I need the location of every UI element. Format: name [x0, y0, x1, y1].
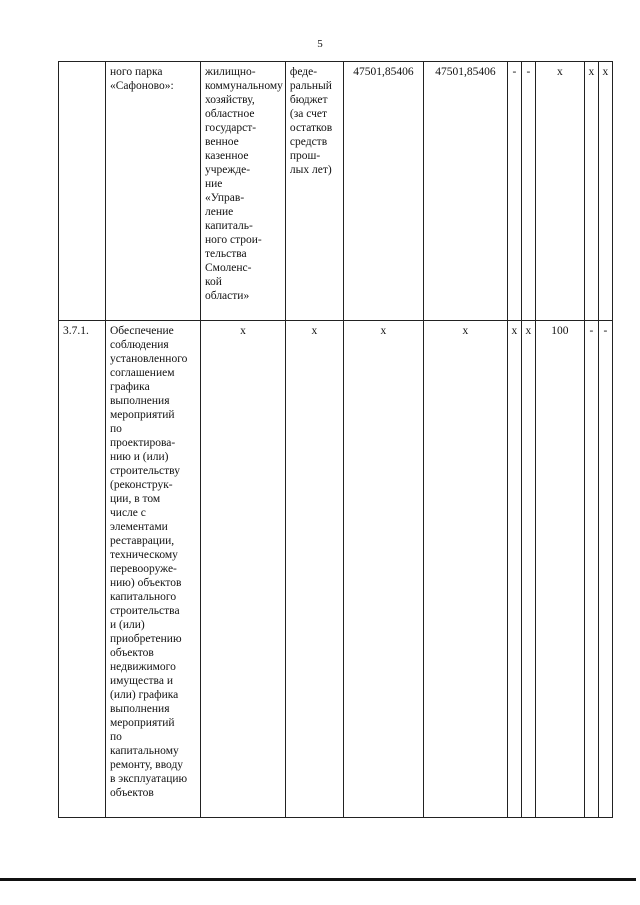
executor: жилищно- коммунальному хозяйству, областное государст- венное казенное учрежде- ние «Управ- ление капиталь- ного строи- тельства Смоленс- кой области»: [201, 62, 286, 321]
indicator-value: 100: [535, 321, 584, 818]
funding-source: x: [285, 321, 343, 818]
indicator-year1: -: [584, 321, 598, 818]
total-amount: x: [343, 321, 423, 818]
table-row: [59, 62, 613, 321]
row-number: [59, 62, 106, 321]
year2-amount: x: [507, 321, 521, 818]
indicator-value: x: [535, 62, 584, 321]
year1-amount: x: [423, 321, 507, 818]
activity-name: Обеспечение соблюдения установленного соглашением графика выполнения мероприятий по проектирова- нию и (или) строительству (реконструк- ции, в том числе с элементами реставрации, техническому перевооруже- нию) объектов капитального строительства и (или) приобретению объектов недвижимого имущества и (или) графика выполнения мероприятий по капитальному ремонту, вводу в эксплуатацию объектов: [106, 321, 201, 818]
funding-source: феде- ральный бюджет (за счет остатков средств прош- лых лет): [285, 62, 343, 321]
indicator-year2: -: [598, 321, 612, 818]
total-amount: 47501,85406: [343, 62, 423, 321]
bottom-divider: [0, 878, 636, 881]
program-table: [58, 61, 613, 818]
table-row: [59, 321, 613, 818]
row-number: 3.7.1.: [59, 321, 106, 818]
indicator-year1: x: [584, 62, 598, 321]
year2-amount: -: [507, 62, 521, 321]
year1-amount: 47501,85406: [423, 62, 507, 321]
activity-name: ного парка «Сафоново»:: [106, 62, 201, 321]
year3-amount: x: [521, 321, 535, 818]
indicator-year2: x: [598, 62, 612, 321]
year3-amount: -: [521, 62, 535, 321]
page-number: 5: [317, 38, 323, 50]
executor: x: [201, 321, 286, 818]
